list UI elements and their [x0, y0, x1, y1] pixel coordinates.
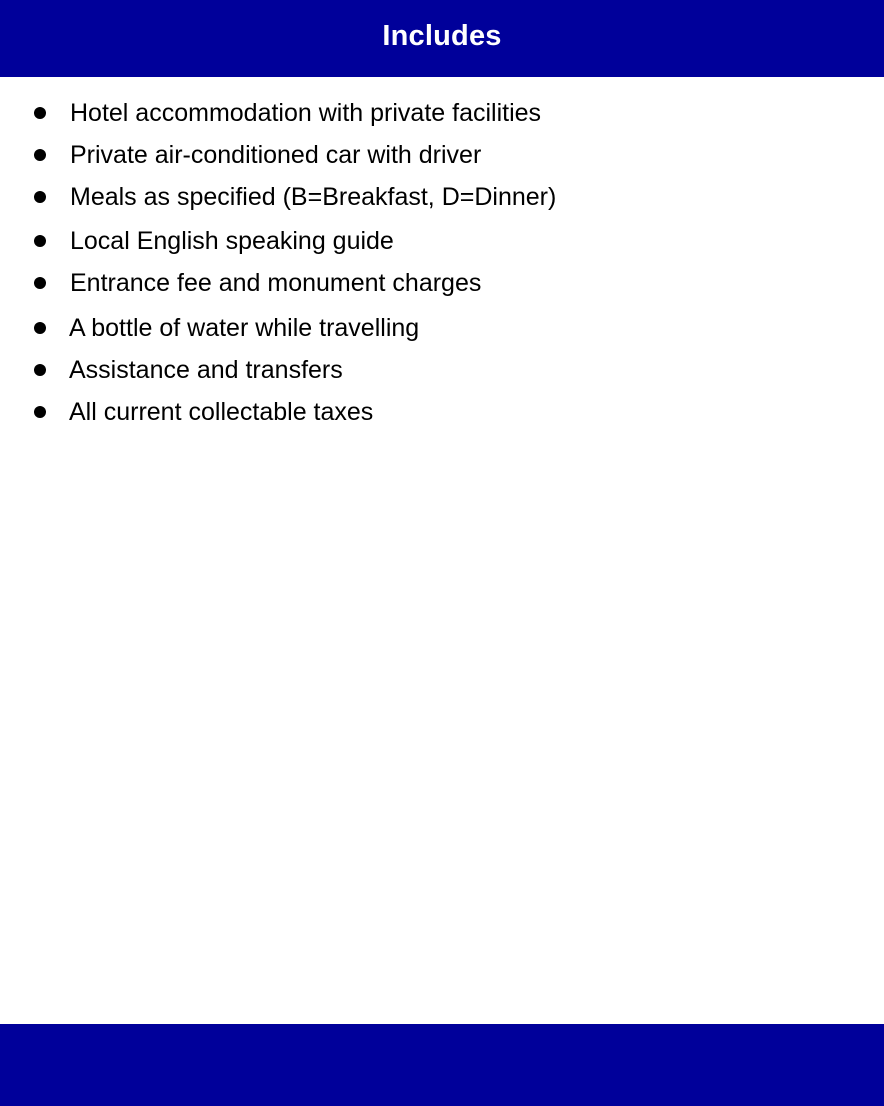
- list-item-text: Local English speaking guide: [70, 227, 394, 255]
- bullet-icon: [34, 364, 46, 376]
- list-item-text: Hotel accommodation with private facilities: [70, 99, 542, 127]
- section-title: Includes: [382, 20, 502, 52]
- list-item-text: A bottle of water while travelling: [69, 314, 420, 342]
- bullet-icon: [34, 191, 46, 203]
- bullet-icon: [34, 149, 46, 161]
- bullet-icon: [34, 235, 46, 247]
- bullet-icon: [34, 322, 46, 334]
- bullet-icon: [34, 107, 46, 119]
- bullet-icon: [34, 277, 46, 289]
- list-item-text: Private air-conditioned car with driver: [70, 141, 482, 169]
- list-item-text: Meals as specified (B=Breakfast, D=Dinner): [70, 183, 557, 211]
- footer-bar: [0, 1024, 884, 1106]
- list-item-text: Entrance fee and monument charges: [70, 269, 482, 297]
- list-item-text: Assistance and transfers: [69, 356, 343, 384]
- list-item-text: All current collectable taxes: [69, 398, 374, 426]
- bullet-icon: [34, 406, 46, 418]
